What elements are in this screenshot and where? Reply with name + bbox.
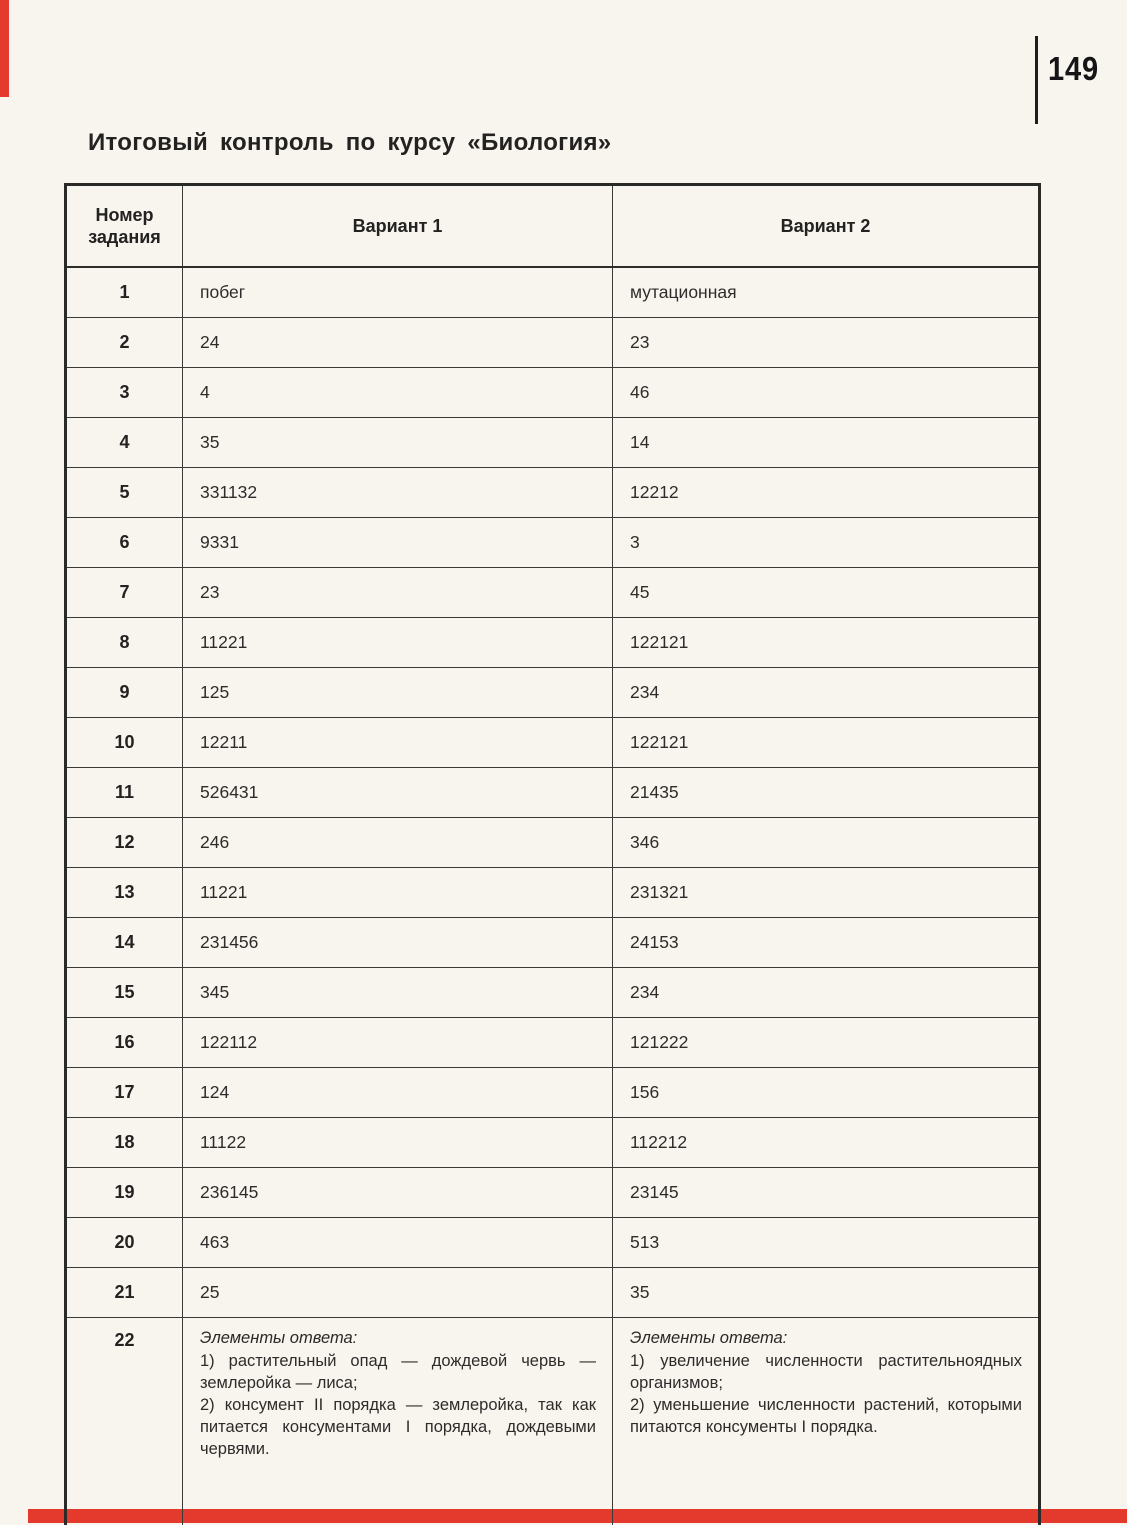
table-row: [66, 968, 1040, 1018]
table-row: [66, 318, 1040, 368]
variant-1-cell: 246: [183, 818, 613, 868]
variant-2-cell: 23145: [613, 1168, 1040, 1218]
table-row: [66, 267, 1040, 318]
variant-1-cell: побег: [183, 267, 613, 318]
task-number-cell: 3: [66, 368, 183, 418]
table-row: [66, 718, 1040, 768]
variant-2-cell: 231321: [613, 868, 1040, 918]
variant-1-cell: 125: [183, 668, 613, 718]
variant-2-cell: [613, 1318, 1040, 1525]
table-row: [66, 618, 1040, 668]
task-number-cell: 7: [66, 568, 183, 618]
variant-2-cell: 23: [613, 318, 1040, 368]
task-number-cell: 6: [66, 518, 183, 568]
task-number-cell: 22: [66, 1318, 183, 1525]
task-number-cell: 19: [66, 1168, 183, 1218]
variant-1-cell: 11221: [183, 868, 613, 918]
variant-2-cell: 122121: [613, 718, 1040, 768]
variant-1-cell: 12211: [183, 718, 613, 768]
variant-2-cell: 24153: [613, 918, 1040, 968]
variant-2-cell: мутационная: [613, 267, 1040, 318]
variant-1-cell: 345: [183, 968, 613, 1018]
task-number-cell: 5: [66, 468, 183, 518]
task-number-cell: 11: [66, 768, 183, 818]
answers-table: [64, 183, 1041, 1525]
task-number-cell: 20: [66, 1218, 183, 1268]
task-number-cell: 14: [66, 918, 183, 968]
task-number-cell: 17: [66, 1068, 183, 1118]
elements-item-v1-2: 2) консумент II порядка — землеройка, так как питается консументами I порядка, дождевыми червями.: [200, 1395, 596, 1458]
answers-tbody: [66, 267, 1040, 1318]
variant-1-cell: 24: [183, 318, 613, 368]
elements-title-v1: Элементы ответа:: [200, 1329, 358, 1347]
variant-1-cell: 25: [183, 1268, 613, 1318]
header-row: [66, 185, 1040, 268]
table-row: [66, 418, 1040, 468]
variant-2-cell: 14: [613, 418, 1040, 468]
variant-1-cell: 23: [183, 568, 613, 618]
elements-item-v2-2: 2) уменьшение численности растений, которыми питаются консументы I порядка.: [630, 1395, 1022, 1436]
variant-2-cell: 35: [613, 1268, 1040, 1318]
table-row: [66, 1168, 1040, 1218]
table-row: [66, 568, 1040, 618]
table-row: [66, 1018, 1040, 1068]
col-header-task-number: Номер задания: [66, 185, 183, 268]
col-header-variant-2: Вариант 2: [613, 185, 1040, 268]
task-number-cell: 18: [66, 1118, 183, 1168]
variant-1-cell: 35: [183, 418, 613, 468]
table-row: [66, 768, 1040, 818]
task-number-cell: 21: [66, 1268, 183, 1318]
task-number-cell: 16: [66, 1018, 183, 1068]
variant-2-cell: 234: [613, 968, 1040, 1018]
variant-2-cell: 513: [613, 1218, 1040, 1268]
variant-1-cell: 236145: [183, 1168, 613, 1218]
table-row: [66, 368, 1040, 418]
left-edge-red-mark: [0, 0, 9, 97]
page-title: Итоговый контроль по курсу «Биология»: [88, 129, 612, 156]
variant-1-cell: 11122: [183, 1118, 613, 1168]
variant-1-cell: 122112: [183, 1018, 613, 1068]
variant-1-cell: [183, 1318, 613, 1525]
variant-1-cell: 463: [183, 1218, 613, 1268]
variant-1-cell: 331132: [183, 468, 613, 518]
table-row-22: [66, 1318, 1040, 1525]
variant-2-cell: 21435: [613, 768, 1040, 818]
variant-2-cell: 112212: [613, 1118, 1040, 1168]
task-number-cell: 4: [66, 418, 183, 468]
table-row: [66, 1068, 1040, 1118]
task-number-cell: 2: [66, 318, 183, 368]
table-row: [66, 1268, 1040, 1318]
variant-2-cell: 346: [613, 818, 1040, 868]
page-number-divider: [1035, 36, 1038, 124]
page-number-block: [1035, 34, 1127, 129]
task-number-cell: 8: [66, 618, 183, 668]
table-row: [66, 668, 1040, 718]
variant-1-cell: 526431: [183, 768, 613, 818]
task-number-cell: 1: [66, 267, 183, 318]
page-number: 149: [1048, 50, 1100, 87]
variant-1-cell: 124: [183, 1068, 613, 1118]
elements-title-v2: Элементы ответа:: [630, 1329, 788, 1347]
variant-2-cell: 121222: [613, 1018, 1040, 1068]
variant-2-cell: 234: [613, 668, 1040, 718]
task-number-cell: 10: [66, 718, 183, 768]
task-number-cell: 9: [66, 668, 183, 718]
variant-2-cell: 46: [613, 368, 1040, 418]
task-number-cell: 15: [66, 968, 183, 1018]
elements-item-v2-1: 1) увеличение численности растительноядных организмов;: [630, 1351, 1022, 1392]
variant-1-cell: 231456: [183, 918, 613, 968]
variant-1-cell: 9331: [183, 518, 613, 568]
table-row: [66, 818, 1040, 868]
variant-2-cell: 122121: [613, 618, 1040, 668]
table-row: [66, 868, 1040, 918]
task-number-cell: 13: [66, 868, 183, 918]
variant-1-cell: 11221: [183, 618, 613, 668]
task-number-cell: 12: [66, 818, 183, 868]
variant-2-cell: 12212: [613, 468, 1040, 518]
table-row: [66, 918, 1040, 968]
answers-row22-body: [66, 1318, 1040, 1525]
variant-1-cell: 4: [183, 368, 613, 418]
col-header-variant-1: Вариант 1: [183, 185, 613, 268]
variant-2-cell: 45: [613, 568, 1040, 618]
table-row: [66, 518, 1040, 568]
table-row: [66, 1218, 1040, 1268]
variant-2-cell: 3: [613, 518, 1040, 568]
elements-item-v1-1: 1) растительный опад — дождевой червь — землеройка — лиса;: [200, 1351, 596, 1392]
variant-2-cell: 156: [613, 1068, 1040, 1118]
table-row: [66, 468, 1040, 518]
table-row: [66, 1118, 1040, 1168]
